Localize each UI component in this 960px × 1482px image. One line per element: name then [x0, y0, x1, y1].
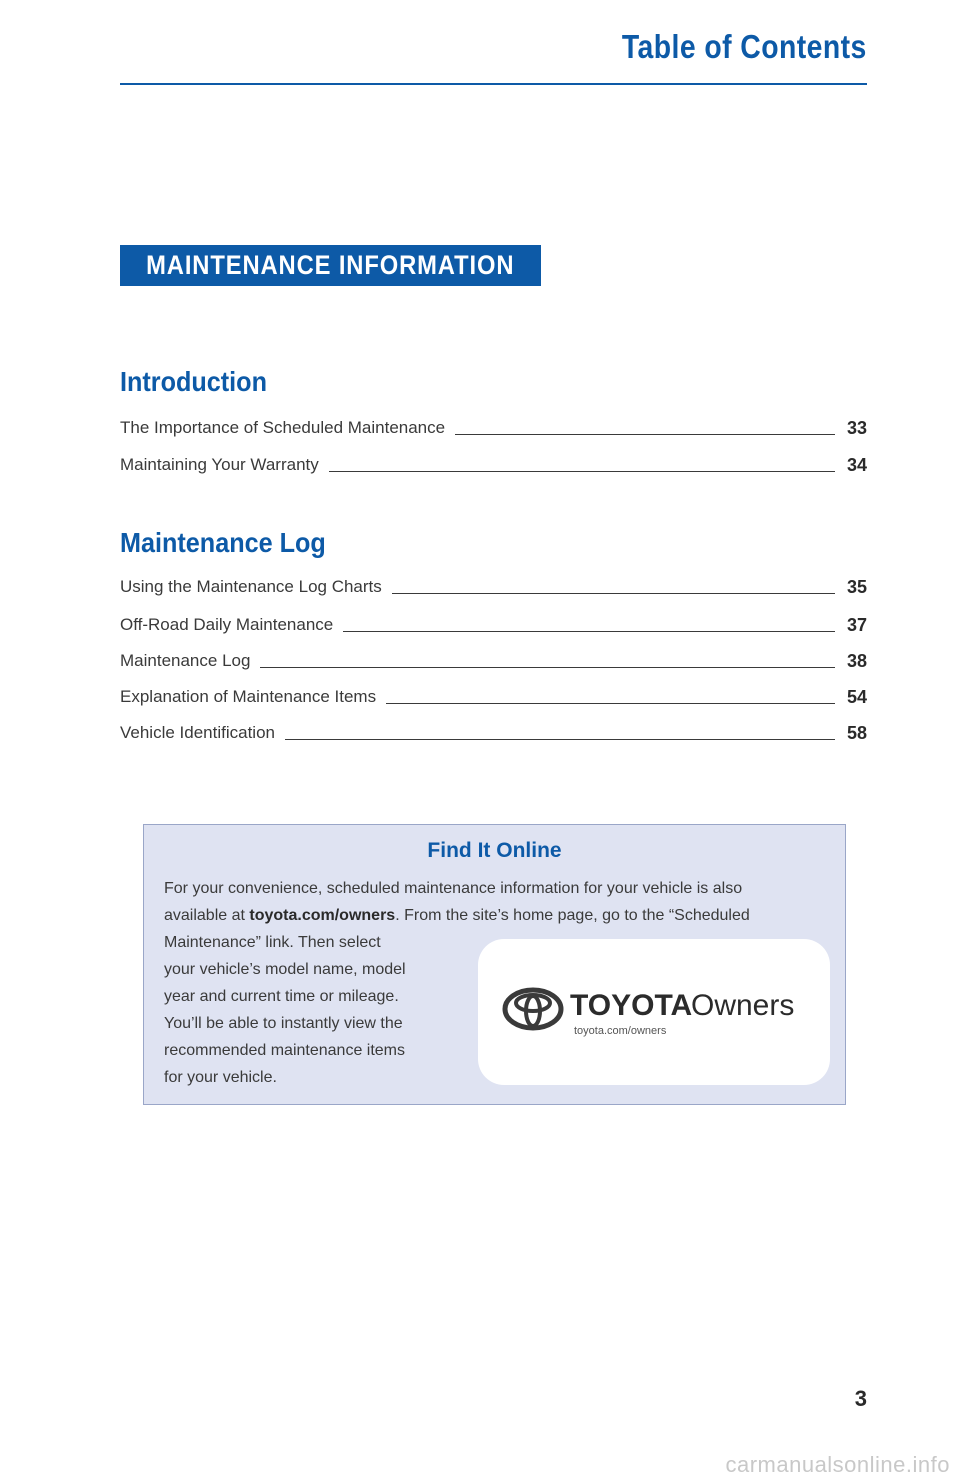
toc-leader-line	[260, 666, 835, 668]
toc-entry-page: 33	[846, 418, 867, 438]
body-line: year and current time or mileage.	[164, 988, 399, 1005]
toc-entry-page: 58	[846, 723, 867, 743]
toc-leader-line	[329, 470, 835, 472]
body-line: your vehicle’s model name, model	[164, 961, 406, 978]
toc-leader-line	[343, 630, 835, 632]
toc-entry[interactable]	[120, 414, 867, 438]
toc-entry[interactable]	[120, 719, 867, 743]
toc-leader-line	[392, 592, 835, 594]
toc-entry-label: Vehicle Identification	[120, 723, 275, 742]
section-banner	[120, 245, 541, 286]
title-divider	[120, 83, 867, 85]
page-number: 3	[854, 1386, 867, 1411]
body-line: Maintenance” link. Then select	[164, 934, 381, 951]
toc-entry-label: Maintenance Log	[120, 651, 251, 670]
toc-entry-label: Explanation of Maintenance Items	[120, 687, 377, 706]
find-it-online-text-line	[164, 902, 829, 929]
toc-entry-label: Maintaining Your Warranty	[120, 455, 319, 474]
section-heading-maintenance-log: Maintenance Log	[120, 527, 326, 558]
section-banner-label: MAINTENANCE INFORMATION	[146, 250, 515, 280]
watermark: carmanualsonline.info	[725, 1452, 950, 1477]
body-line: recommended maintenance items	[164, 1042, 406, 1059]
toc-entry-page: 35	[846, 577, 867, 597]
body-line: for your vehicle.	[164, 1069, 277, 1086]
toyota-emblem-icon	[502, 987, 564, 1031]
toc-entry[interactable]	[120, 611, 867, 635]
page-title: Table of Contents	[622, 28, 867, 65]
find-it-online-box	[143, 824, 846, 1105]
body-line: You’ll be able to instantly view the	[164, 1015, 403, 1032]
toc-entry-page: 38	[846, 651, 867, 671]
find-it-online-text-line: For your convenience, scheduled maintenance information for your vehicle is also	[164, 880, 743, 897]
toc-entry-label: The Importance of Scheduled Maintenance	[120, 418, 446, 437]
logo-brand-text: TOYOTA	[570, 989, 693, 1022]
toc-entry[interactable]	[120, 683, 867, 707]
toc-leader-line	[386, 702, 835, 704]
section-heading-introduction: Introduction	[120, 366, 267, 397]
find-it-online-title: Find It Online	[427, 839, 562, 862]
toc-entry-label: Using the Maintenance Log Charts	[120, 577, 382, 596]
toc-leader-line	[285, 738, 835, 740]
toc-entry-label: Off-Road Daily Maintenance	[120, 615, 334, 634]
toyota-owners-logo	[478, 939, 830, 1085]
text-segment: . From the site’s home page, go to the “Scheduled	[395, 907, 750, 924]
toc-entry-page: 54	[846, 687, 867, 707]
toc-entry[interactable]	[120, 451, 867, 475]
logo-owners-text: Owners	[691, 989, 795, 1022]
find-it-online-body	[164, 929, 449, 1091]
toc-entry-page: 34	[846, 455, 867, 475]
logo-url-text: toyota.com/owners	[574, 1025, 667, 1037]
toc-leader-line	[455, 433, 835, 435]
owners-site-link[interactable]: toyota.com/owners	[249, 907, 396, 924]
text-segment: available at	[164, 907, 250, 924]
toc-entry[interactable]	[120, 647, 867, 671]
toc-entry[interactable]	[120, 573, 867, 597]
toc-entry-page: 37	[846, 615, 867, 635]
